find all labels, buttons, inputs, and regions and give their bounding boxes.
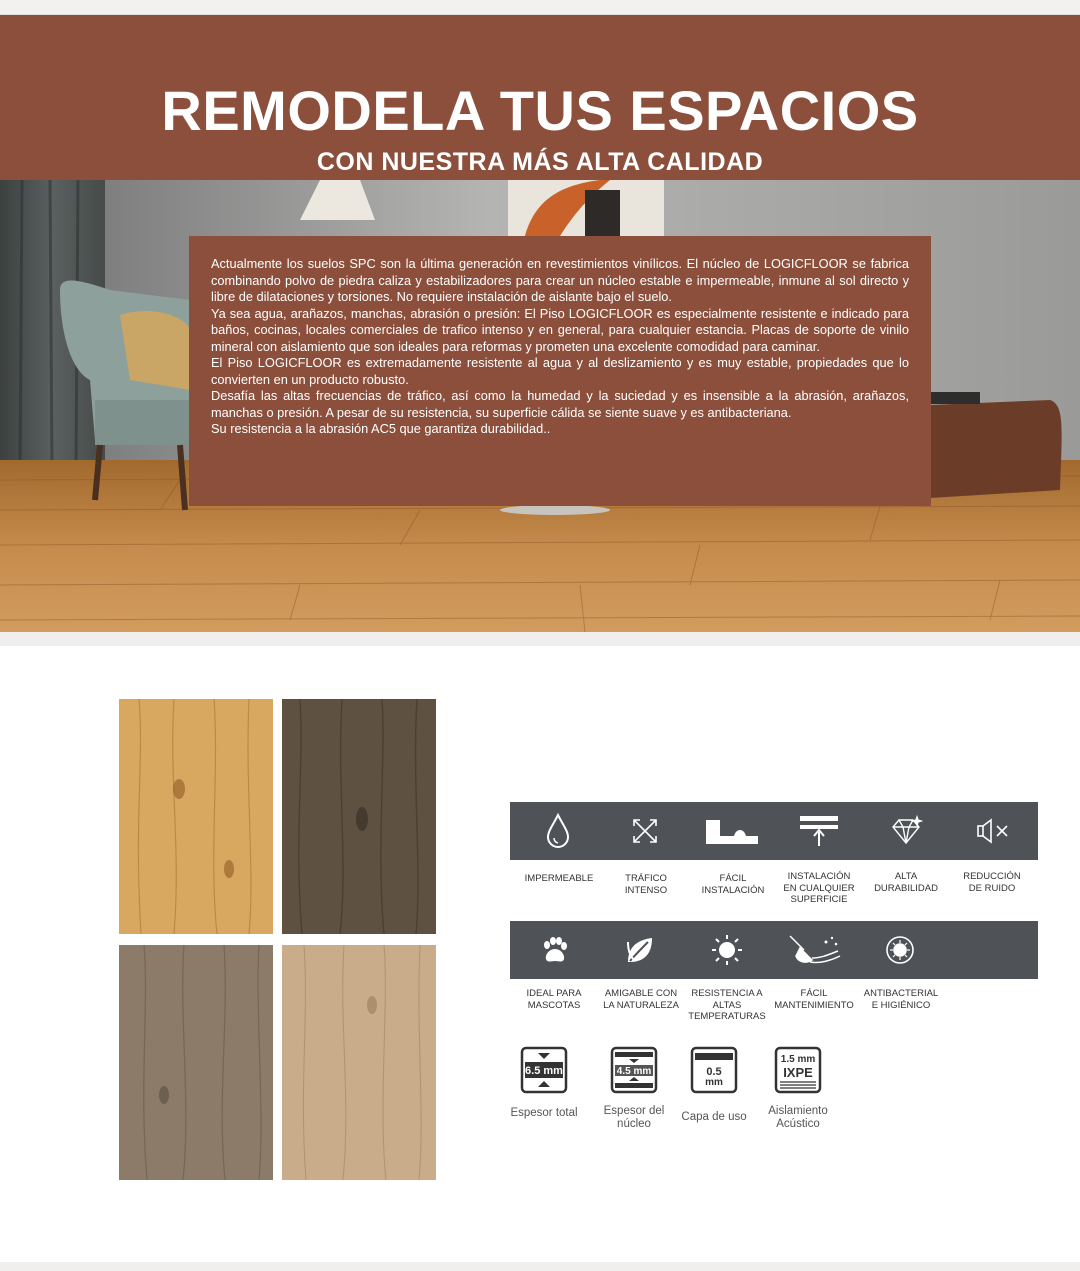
swatch-light-oak: [119, 699, 273, 934]
description-paragraph: Ya sea agua, arañazos, manchas, abrasión o presión: El Piso LOGICFLOOR es especialmente resistente e indicado para baños, cocinas, locales comerciales de trafico intenso y en general, para cualquier estancia. Placas de soporte de vinilo mineral con aislamiento que son ideales para reformas y prometen una excelente comodidad para caminar.: [211, 305, 909, 354]
description-paragraph: El Piso LOGICFLOOR es extremadamente resistente al agua y al deslizamiento y es muy estable, propiedades que lo convierten en un producto robusto.: [211, 355, 909, 387]
feature-label: [681, 988, 773, 1023]
acoustic-underlay-icon: [774, 1046, 822, 1094]
feature-label: [595, 988, 687, 1011]
spec-label: Aislamiento Acústico: [768, 1105, 828, 1130]
feature-label: [768, 988, 860, 1011]
spec-value: 4.5 mm: [616, 1066, 652, 1077]
feature-label: [687, 873, 779, 896]
antibacterial-icon: [856, 930, 944, 970]
surface-layers-icon: [775, 811, 863, 851]
feature-label: [508, 988, 600, 1011]
feature-label: [773, 871, 865, 906]
feature-label: IMPERMEABLE: [524, 873, 594, 884]
swatch-grey-oak: [119, 945, 273, 1180]
spec-total-thickness: [502, 1046, 586, 1120]
feature-label-text: FÁCIL MANTENIMIENTO: [774, 988, 854, 1011]
feature-label-text: REDUCCIÓN DE RUIDO: [963, 871, 1021, 894]
sun-icon: [683, 930, 771, 970]
features-bar-1: [510, 802, 1038, 860]
page-subtitle: CON NUESTRA MÁS ALTA CALIDAD: [316, 148, 764, 176]
spec-value: 0.5: [706, 1066, 722, 1078]
spec-value: 6.5 mm: [525, 1065, 563, 1077]
spec-material: IXPE: [783, 1065, 813, 1080]
feature-label: [600, 873, 692, 896]
spec-unit: mm: [705, 1077, 723, 1088]
speaker-mute-icon: [949, 811, 1037, 851]
feature-label-text: AMIGABLE CON LA NATURALEZA: [603, 988, 679, 1011]
core-thickness-icon: [610, 1046, 658, 1094]
leaf-icon: [596, 930, 684, 970]
section-divider: [0, 632, 1080, 646]
hero-ottoman: [930, 392, 1062, 498]
water-drop-icon: [514, 811, 602, 851]
feature-label-text: ANTIBACTERIAL E HIGIÉNICO: [863, 988, 939, 1011]
description-box: [189, 236, 931, 506]
feature-label: [855, 988, 947, 1011]
swatch-dark-brown-oak: [282, 699, 436, 934]
feature-label-text: RESISTENCIA A ALTAS TEMPERATURAS: [688, 988, 766, 1022]
total-thickness-icon: [520, 1046, 568, 1094]
feature-label-text: TRÁFICO INTENSO: [624, 873, 668, 896]
diamond-icon: [862, 811, 950, 851]
broom-icon: [770, 930, 858, 970]
page-title: REMODELA TUS ESPACIOS: [161, 79, 919, 142]
spec-core-thickness: [592, 1046, 676, 1131]
wear-layer-icon: [690, 1046, 738, 1094]
feature-label-text: INSTALACIÓN EN CUALQUIER SUPERFICIE: [783, 871, 855, 905]
description-paragraph: Actualmente los suelos SPC son la última generación en revestimientos vinílicos. El núcleo de LOGICFLOOR se fabrica combinando polvo de piedra caliza y estabilizadores para crear un núcleo estable e impermeable, inmune al sol directo y libre de dilataciones y torsiones. No requiere instalación de aislante bajo el suelo.: [211, 256, 909, 304]
description-paragraph: Desafía las altas frecuencias de tráfico, así como la humedad y la suciedad y es insensible a la abrasión, arañazos, manchas o presión. A pesar de su resistencia, su superficie cálida se siente suave y es antibacteriana.: [211, 388, 909, 420]
feature-label-text: FÁCIL INSTALACIÓN: [701, 873, 765, 896]
feature-label: [946, 871, 1038, 894]
spec-wear-layer: [672, 1046, 756, 1124]
bottom-border: [0, 1262, 1080, 1271]
traffic-arrows-icon: [601, 811, 689, 851]
spec-label: Capa de uso: [681, 1111, 747, 1123]
spec-label: Espesor del núcleo: [603, 1105, 665, 1130]
spec-value: 1.5 mm: [780, 1054, 816, 1065]
feature-label: [860, 871, 952, 894]
swatch-natural-beige-oak: [282, 945, 436, 1180]
plank-click-icon: [688, 811, 776, 851]
feature-label-text: ALTA DURABILIDAD: [874, 871, 938, 894]
spec-label: Espesor total: [510, 1107, 578, 1119]
paw-icon: [510, 930, 598, 970]
spec-acoustic-underlay: [756, 1046, 840, 1132]
feature-label-text: IDEAL PARA MASCOTAS: [526, 988, 582, 1011]
features-bar-2: [510, 921, 1038, 979]
description-paragraph: Su resistencia a la abrasión AC5 que garantiza durabilidad..: [211, 421, 551, 436]
top-border: [0, 0, 1080, 15]
